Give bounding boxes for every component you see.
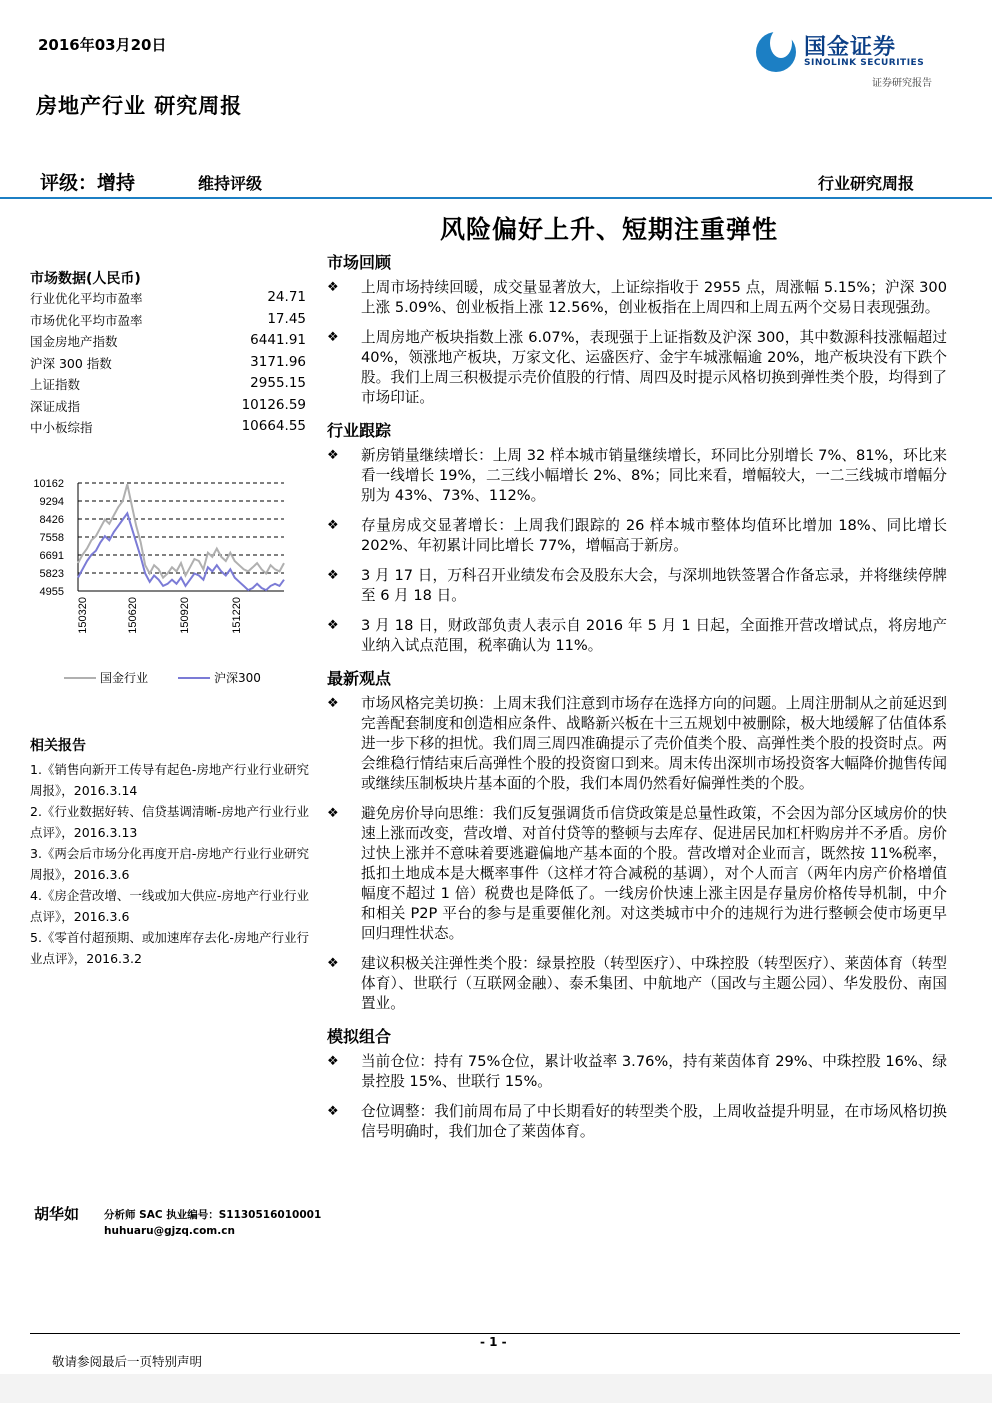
related-report-item[interactable]: 4.《房企营改增、一线或加大供应-房地产行业行业点评》，2016.3.6 — [30, 888, 309, 924]
market-data-row — [30, 397, 306, 419]
section-title: 行业跟踪 — [327, 421, 392, 440]
diamond-bullet-icon: ❖ — [327, 568, 339, 583]
market-data-label: 上证指数 — [30, 377, 81, 392]
bullet-text: 3 月 17 日，万科召开业绩发布会及股东大会，与深圳地铁签署合作备忘录，并将继续停牌至 6 月 18 日。 — [361, 567, 947, 604]
diamond-bullet-icon: ❖ — [327, 956, 339, 971]
logo-emblem-icon — [756, 32, 796, 72]
chart-y-tick-label: 7558 — [39, 532, 64, 544]
company-logo — [756, 30, 946, 90]
bullet-text: 避免房价导向思维：我们反复强调货币信贷政策是总量性政策，不会因为部分区域房价的快速上涨而改变，营改增、对首付贷等的整顿与去库存、促进居民加杠杆购房并不矛盾。房价过快上涨并不意味着要逃避偏地产基本面的个股。营改增对企业而言，既然按 11%税率，抵扣土地成本是大概率事件（这样才符合减税的基调），对个人而言（两年内房产价格增值幅度不超过 1 倍）税费也是降低了。一线房价快速上涨主因是存量房价格传导机制，中介和相关 P2P 平台的参与是重要催化剂。对这类城市中介的违规行为进行整顿会使市场更早回归理性状态。 — [361, 805, 947, 942]
bullet-item — [327, 328, 947, 408]
related-report-item[interactable]: 1.《销售向新开工传导有起色-房地产行业行业研究周报》，2016.3.14 — [30, 762, 309, 798]
industry-title: 房地产行业 研究周报 — [36, 93, 243, 118]
bullet-text: 上周市场持续回暖，成交量显著放大，上证综指收于 2955 点，周涨幅 5.15%；沪深 300 上涨 5.09%、创业板指上涨 12.56%，创业板指在上周四和上周五两个交易日表现强劲。 — [361, 279, 947, 316]
footer-band — [0, 1374, 992, 1403]
diamond-bullet-icon: ❖ — [327, 1104, 339, 1119]
report-date: 2016年03月20日 — [38, 36, 167, 54]
chart-y-tick-label: 10162 — [33, 478, 64, 490]
diamond-bullet-icon: ❖ — [327, 280, 339, 295]
market-data-row — [30, 354, 306, 376]
chart-x-tick-label: 150620 — [127, 597, 139, 634]
bullet-item — [327, 1102, 947, 1142]
chart-y-tick-label: 4955 — [39, 586, 64, 598]
market-data-row — [30, 418, 306, 440]
page-number: - 1 - — [480, 1335, 507, 1349]
bullet-text: 市场风格完美切换：上周末我们注意到市场存在选择方向的问题。上周注册制从之前延迟到完善配套制度和创造相应条件、战略新兴板在十三五规划中被删除，极大地缓解了估值体系进一步下移的担忧。我们周三周四准确提示了壳价值类个股、高弹性类个股的投资时点。两会维稳行情结束后高弹性个股的投资窗口到来。周末传出深圳市场投资客大幅降价抛售传闻或继续压制板块片基本面的个股，我们本周仍然看好偏弹性类的个股。 — [361, 695, 947, 792]
bullet-text: 建议积极关注弹性类个股：绿景控股（转型医疗）、中珠控股（转型医疗）、莱茵体育（转型体育）、世联行（互联网金融）、泰禾集团、中航地产（国改与主题公园）、华发股份、南国置业。 — [361, 955, 947, 1012]
chart-y-tick-label: 9294 — [39, 496, 64, 508]
bullet-item — [327, 616, 947, 656]
market-data-title: 市场数据(人民币) — [30, 271, 141, 287]
author-email[interactable]: huhuaru@gjzq.com.cn — [104, 1225, 235, 1237]
bullet-item — [327, 278, 947, 318]
market-data-label: 深证成指 — [30, 398, 81, 414]
author-cert: 分析师 SAC 执业编号：S1130516010001 — [104, 1209, 322, 1221]
index-chart-svg — [28, 465, 298, 695]
diamond-bullet-icon: ❖ — [327, 1054, 339, 1069]
market-data-value: 10126.59 — [241, 396, 306, 413]
related-report-item[interactable]: 2.《行业数据好转、信贷基调清晰-房地产行业行业点评》，2016.3.13 — [30, 804, 309, 840]
market-data-row — [30, 375, 306, 397]
disclaimer-note: 敬请参阅最后一页特别声明 — [52, 1354, 203, 1369]
index-chart — [28, 465, 298, 695]
market-data-label: 沪深 300 指数 — [30, 355, 112, 371]
market-data-value: 17.45 — [267, 310, 306, 327]
section-title: 市场回顾 — [327, 253, 392, 272]
diamond-bullet-icon: ❖ — [327, 330, 339, 345]
diamond-bullet-icon: ❖ — [327, 448, 339, 463]
diamond-bullet-icon: ❖ — [327, 618, 339, 633]
author-info — [104, 1207, 321, 1239]
chart-series-line — [78, 484, 284, 577]
diamond-bullet-icon: ❖ — [327, 696, 339, 711]
logo-subtitle: 证券研究报告 — [872, 78, 932, 89]
logo-name-en: SINOLINK SECURITIES — [804, 58, 925, 68]
chart-y-tick-label: 5823 — [39, 568, 64, 580]
market-data-label: 中小板综指 — [30, 420, 93, 435]
market-data-label: 行业优化平均市盈率 — [30, 291, 143, 306]
author-name: 胡华如 — [34, 1205, 80, 1223]
chart-legend-label: 沪深300 — [214, 671, 261, 685]
market-data-label: 国金房地产指数 — [30, 334, 118, 349]
chart-x-tick-label: 150320 — [77, 597, 89, 634]
market-data-value: 10664.55 — [241, 418, 306, 434]
header-divider — [0, 197, 992, 199]
bullet-text: 上周房地产板块指数上涨 6.07%，表现强于上证指数及沪深 300，其中数源科技涨幅超过 40%，领涨地产板块，万家文化、运盛医疗、金宇车城涨幅逾 20%，地产板块没有下跌个股。我们上周三积极提示壳价值股的行情、周四及时提示风格切换到弹性类个股，均得到了市场印证。 — [361, 329, 947, 406]
bullet-item — [327, 954, 947, 1014]
bullet-item — [327, 694, 947, 794]
related-reports-list — [30, 760, 320, 970]
market-data-value: 2955.15 — [250, 375, 306, 391]
bullet-text: 存量房成交显著增长：上周我们跟踪的 26 样本城市整体均值环比增加 18%、同比增长 202%、年初累计同比增长 77%，增幅高于新房。 — [361, 517, 947, 554]
chart-y-tick-label: 8426 — [39, 514, 64, 526]
bullet-text: 当前仓位：持有 75%仓位，累计收益率 3.76%，持有莱茵体育 29%、中珠控股 16%、绿景控股 15%、世联行 15%。 — [361, 1053, 947, 1090]
chart-legend-label: 国金行业 — [100, 671, 149, 685]
chart-x-tick-label: 150920 — [179, 597, 191, 634]
footer-divider — [30, 1333, 960, 1334]
main-content — [327, 250, 947, 1152]
chart-x-tick-label: 151220 — [231, 597, 243, 634]
market-data-value: 6441.91 — [250, 332, 306, 348]
bullet-item — [327, 1052, 947, 1092]
related-reports-title: 相关报告 — [30, 738, 86, 754]
related-report-item[interactable]: 3.《两会后市场分化再度开启-房地产行业行业研究周报》，2016.3.6 — [30, 846, 309, 882]
bullet-item — [327, 804, 947, 944]
section-title: 最新观点 — [327, 669, 392, 688]
bullet-item — [327, 446, 947, 506]
section-title: 模拟组合 — [327, 1027, 392, 1046]
bullet-text: 新房销量继续增长：上周 32 样本城市销量继续增长，环同比分别增长 7%、81%，环比来看一线增长 19%，二三线小幅增长 2%、8%；同比来看，增幅较大，一二三线城市增幅分别为 43%、73%、112%。 — [361, 447, 947, 504]
diamond-bullet-icon: ❖ — [327, 806, 339, 821]
market-data-row — [30, 332, 306, 354]
bullet-text: 仓位调整：我们前周布局了中长期看好的转型类个股，上周收益提升明显，在市场风格切换信号明确时，我们加仓了莱茵体育。 — [361, 1103, 947, 1140]
market-data-table — [30, 289, 306, 440]
market-data-value: 24.71 — [267, 289, 306, 305]
chart-series-line — [78, 513, 284, 590]
diamond-bullet-icon: ❖ — [327, 518, 339, 533]
headline: 风险偏好上升、短期注重弹性 — [440, 215, 779, 244]
bullet-item — [327, 516, 947, 556]
rating: 评级：增持 — [40, 172, 136, 194]
report-type: 行业研究周报 — [818, 174, 915, 193]
chart-y-tick-label: 6691 — [39, 550, 64, 562]
bullet-item — [327, 566, 947, 606]
bullet-text: 3 月 18 日，财政部负责人表示自 2016 年 5 月 1 日起，全面推开营改增试点，将房地产业纳入试点范围，税率确认为 11%。 — [361, 617, 947, 654]
logo-name-cn: 国金证券 — [804, 35, 897, 60]
market-data-value: 3171.96 — [250, 353, 306, 370]
market-data-row — [30, 311, 306, 333]
market-data-row — [30, 289, 306, 311]
related-report-item[interactable]: 5.《零首付超预期、或加速库存去化-房地产行业行业点评》，2016.3.2 — [30, 930, 309, 966]
market-data-label: 市场优化平均市盈率 — [30, 312, 143, 328]
rating-status: 维持评级 — [198, 174, 263, 193]
